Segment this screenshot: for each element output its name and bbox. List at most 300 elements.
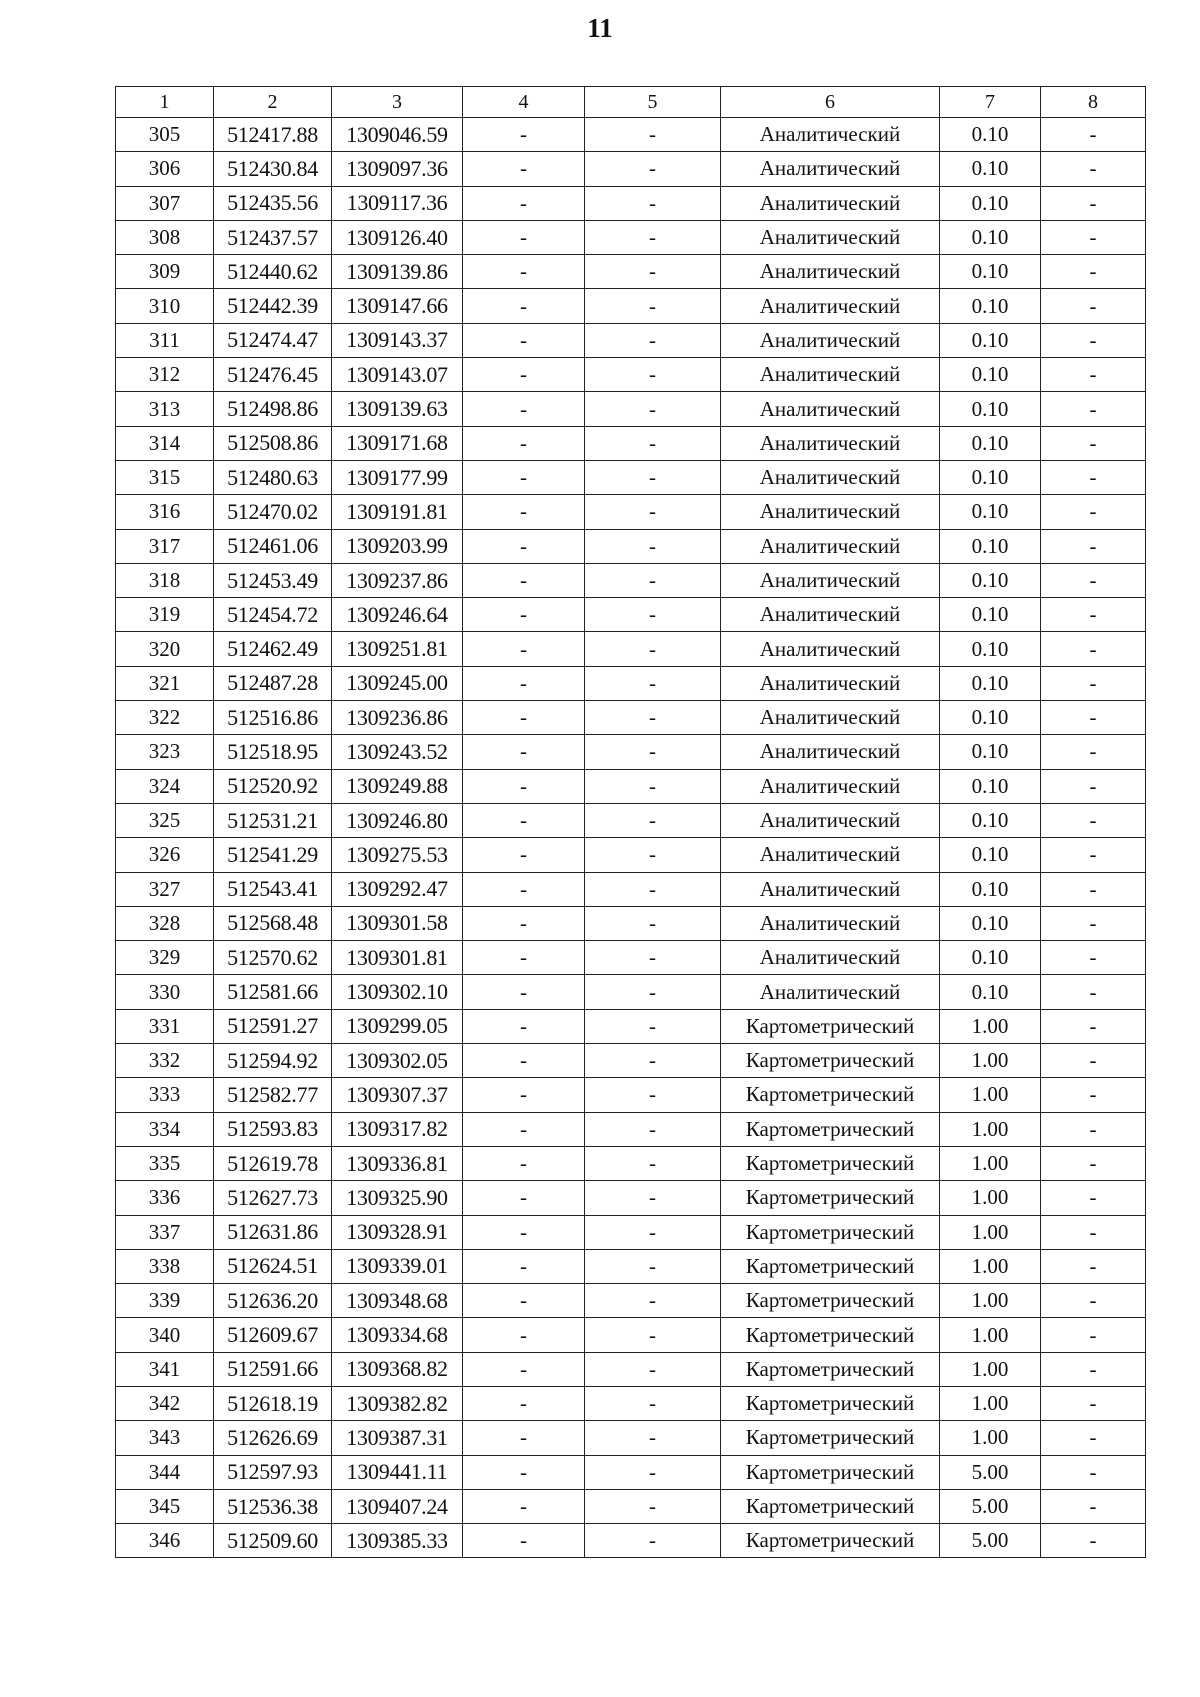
table-cell: 5.00 (940, 1489, 1041, 1523)
table-cell: 337 (116, 1215, 214, 1249)
table-row (116, 941, 1146, 975)
table-cell: - (463, 152, 585, 186)
table-cell: - (585, 1352, 721, 1386)
table-cell: Аналитический (721, 941, 940, 975)
table-cell: 0.10 (940, 975, 1041, 1009)
column-header-4: 4 (463, 87, 585, 118)
table-cell: - (1041, 495, 1146, 529)
table-cell: Аналитический (721, 392, 940, 426)
table-cell: - (1041, 1489, 1146, 1523)
table-cell: - (585, 975, 721, 1009)
table-cell: Аналитический (721, 906, 940, 940)
table-cell: - (585, 1386, 721, 1420)
table-row (116, 1524, 1146, 1558)
coordinates-table (115, 86, 1146, 1558)
table-row (116, 975, 1146, 1009)
table-cell: 512508.86 (214, 426, 332, 460)
table-cell: 1309117.36 (332, 186, 463, 220)
table-cell: - (463, 598, 585, 632)
table-row (116, 289, 1146, 323)
table-cell: 1309382.82 (332, 1386, 463, 1420)
table-cell: 326 (116, 838, 214, 872)
table-cell: 1309441.11 (332, 1455, 463, 1489)
table-cell: - (1041, 872, 1146, 906)
table-cell: 0.10 (940, 941, 1041, 975)
table-cell: Аналитический (721, 666, 940, 700)
table-cell: - (463, 563, 585, 597)
table-cell: 0.10 (940, 220, 1041, 254)
table-cell: 0.10 (940, 735, 1041, 769)
table-cell: 1309302.10 (332, 975, 463, 1009)
table-cell: - (463, 323, 585, 357)
table-cell: 331 (116, 1009, 214, 1043)
table-row (116, 563, 1146, 597)
table-cell: 329 (116, 941, 214, 975)
table-row (116, 255, 1146, 289)
table-cell: Картометрический (721, 1318, 940, 1352)
table-cell: 317 (116, 529, 214, 563)
table-cell: - (463, 460, 585, 494)
table-cell: Аналитический (721, 701, 940, 735)
table-row (116, 1146, 1146, 1180)
table-cell: - (463, 1112, 585, 1146)
table-cell: Аналитический (721, 118, 940, 152)
table-cell: - (585, 118, 721, 152)
table-cell: Аналитический (721, 460, 940, 494)
table-cell: 335 (116, 1146, 214, 1180)
table-cell: 512597.93 (214, 1455, 332, 1489)
table-cell: 320 (116, 632, 214, 666)
table-cell: 1309275.53 (332, 838, 463, 872)
table-cell: - (1041, 1524, 1146, 1558)
table-cell: 1309139.63 (332, 392, 463, 426)
table-cell: - (1041, 392, 1146, 426)
table-cell: 1.00 (940, 1009, 1041, 1043)
table-cell: 512435.56 (214, 186, 332, 220)
table-row (116, 1421, 1146, 1455)
table-cell: - (585, 495, 721, 529)
table-row (116, 1112, 1146, 1146)
table-row (116, 666, 1146, 700)
table-cell: 1309317.82 (332, 1112, 463, 1146)
table-cell: - (1041, 1044, 1146, 1078)
table-cell: 1309097.36 (332, 152, 463, 186)
table-cell: - (1041, 838, 1146, 872)
table-cell: 1.00 (940, 1386, 1041, 1420)
table-cell: 1309245.00 (332, 666, 463, 700)
table-cell: 1309301.58 (332, 906, 463, 940)
table-cell: - (585, 1421, 721, 1455)
table-cell: - (463, 1146, 585, 1180)
table-row (116, 872, 1146, 906)
table-cell: Картометрический (721, 1489, 940, 1523)
table-cell: 512498.86 (214, 392, 332, 426)
table-row (116, 1352, 1146, 1386)
table-cell: 5.00 (940, 1524, 1041, 1558)
table-cell: - (1041, 323, 1146, 357)
table-row (116, 323, 1146, 357)
table-cell: - (585, 220, 721, 254)
table-cell: Аналитический (721, 529, 940, 563)
table-cell: 1309236.86 (332, 701, 463, 735)
table-row (116, 460, 1146, 494)
table-row (116, 1249, 1146, 1283)
table-cell: - (463, 1044, 585, 1078)
table-cell: 318 (116, 563, 214, 597)
table-cell: 512541.29 (214, 838, 332, 872)
table-cell: 1.00 (940, 1146, 1041, 1180)
table-cell: 1309325.90 (332, 1181, 463, 1215)
table-cell: 512570.62 (214, 941, 332, 975)
table-row (116, 392, 1146, 426)
table-cell: 512581.66 (214, 975, 332, 1009)
table-cell: - (1041, 906, 1146, 940)
table-cell: - (1041, 529, 1146, 563)
table-cell: - (1041, 186, 1146, 220)
table-cell: - (463, 632, 585, 666)
table-cell: 333 (116, 1078, 214, 1112)
table-cell: 0.10 (940, 460, 1041, 494)
table-cell: - (463, 1455, 585, 1489)
table-row (116, 220, 1146, 254)
table-cell: 1309246.64 (332, 598, 463, 632)
table-cell: 512509.60 (214, 1524, 332, 1558)
table-cell: - (1041, 803, 1146, 837)
table-cell: Аналитический (721, 186, 940, 220)
table-cell: 0.10 (940, 392, 1041, 426)
table-cell: - (585, 255, 721, 289)
table-cell: 1309203.99 (332, 529, 463, 563)
table-cell: 1309385.33 (332, 1524, 463, 1558)
table-cell: 0.10 (940, 118, 1041, 152)
table-cell: 338 (116, 1249, 214, 1283)
table-cell: - (585, 906, 721, 940)
table-cell: - (463, 735, 585, 769)
table-cell: 0.10 (940, 598, 1041, 632)
table-cell: - (1041, 289, 1146, 323)
table-row (116, 1009, 1146, 1043)
table-cell: - (1041, 563, 1146, 597)
table-cell: - (463, 1386, 585, 1420)
table-cell: - (585, 1112, 721, 1146)
table-cell: 323 (116, 735, 214, 769)
table-cell: 1309171.68 (332, 426, 463, 460)
table-cell: 339 (116, 1284, 214, 1318)
table-cell: - (463, 1421, 585, 1455)
table-cell: - (463, 838, 585, 872)
table-cell: - (585, 1455, 721, 1489)
table-cell: - (1041, 769, 1146, 803)
table-cell: 512536.38 (214, 1489, 332, 1523)
table-cell: - (585, 289, 721, 323)
table-cell: - (1041, 632, 1146, 666)
table-cell: - (1041, 1078, 1146, 1112)
table-cell: Аналитический (721, 289, 940, 323)
table-cell: - (463, 289, 585, 323)
table-cell: Аналитический (721, 975, 940, 1009)
table-cell: - (1041, 220, 1146, 254)
table-row (116, 1489, 1146, 1523)
table-row (116, 1455, 1146, 1489)
table-cell: 0.10 (940, 358, 1041, 392)
table-row (116, 1044, 1146, 1078)
table-cell: 1.00 (940, 1284, 1041, 1318)
table-cell: - (1041, 1318, 1146, 1352)
table-cell: 346 (116, 1524, 214, 1558)
table-cell: 1.00 (940, 1044, 1041, 1078)
table-cell: 1.00 (940, 1112, 1041, 1146)
table-cell: 322 (116, 701, 214, 735)
table-cell: 512462.49 (214, 632, 332, 666)
table-row (116, 1318, 1146, 1352)
table-cell: 311 (116, 323, 214, 357)
table-cell: Аналитический (721, 598, 940, 632)
table-cell: - (585, 358, 721, 392)
table-cell: 512631.86 (214, 1215, 332, 1249)
table-cell: 0.10 (940, 872, 1041, 906)
table-cell: 1309237.86 (332, 563, 463, 597)
table-cell: 512609.67 (214, 1318, 332, 1352)
table-cell: 312 (116, 358, 214, 392)
table-cell: - (1041, 1112, 1146, 1146)
table-cell: - (1041, 426, 1146, 460)
table-cell: 1309328.91 (332, 1215, 463, 1249)
table-cell: 512480.63 (214, 460, 332, 494)
table-cell: 1309336.81 (332, 1146, 463, 1180)
table-cell: 0.10 (940, 186, 1041, 220)
table-cell: Аналитический (721, 735, 940, 769)
table-cell: - (1041, 598, 1146, 632)
table-cell: 0.10 (940, 255, 1041, 289)
table-cell: - (463, 1318, 585, 1352)
table-cell: Картометрический (721, 1386, 940, 1420)
table-cell: 0.10 (940, 769, 1041, 803)
table-cell: - (463, 1489, 585, 1523)
table-cell: Аналитический (721, 563, 940, 597)
table-cell: 1309301.81 (332, 941, 463, 975)
table-cell: 0.10 (940, 906, 1041, 940)
table-cell: 512624.51 (214, 1249, 332, 1283)
table-cell: 314 (116, 426, 214, 460)
table-cell: 1309348.68 (332, 1284, 463, 1318)
table-cell: 1.00 (940, 1215, 1041, 1249)
table-cell: 512543.41 (214, 872, 332, 906)
table-cell: 0.10 (940, 701, 1041, 735)
table-cell: 305 (116, 118, 214, 152)
table-cell: - (585, 1009, 721, 1043)
table-cell: 1.00 (940, 1181, 1041, 1215)
table-cell: Аналитический (721, 838, 940, 872)
column-header-3: 3 (332, 87, 463, 118)
table-cell: 342 (116, 1386, 214, 1420)
column-header-1: 1 (116, 87, 214, 118)
table-cell: Картометрический (721, 1524, 940, 1558)
table-row (116, 118, 1146, 152)
table-cell: 512594.92 (214, 1044, 332, 1078)
table-cell: - (585, 1489, 721, 1523)
table-cell: - (463, 186, 585, 220)
table-cell: - (1041, 255, 1146, 289)
table-cell: - (463, 529, 585, 563)
table-cell: - (463, 392, 585, 426)
table-cell: 0.10 (940, 666, 1041, 700)
table-cell: - (1041, 666, 1146, 700)
table-cell: Картометрический (721, 1146, 940, 1180)
table-cell: 1309249.88 (332, 769, 463, 803)
table-cell: - (585, 1078, 721, 1112)
table-cell: - (585, 460, 721, 494)
table-cell: - (585, 323, 721, 357)
table-cell: 0.10 (940, 495, 1041, 529)
table-cell: 1.00 (940, 1421, 1041, 1455)
table-cell: 1309143.07 (332, 358, 463, 392)
table-cell: 308 (116, 220, 214, 254)
table-cell: - (585, 1524, 721, 1558)
table-cell: - (1041, 358, 1146, 392)
table-cell: - (463, 1078, 585, 1112)
table-cell: - (1041, 152, 1146, 186)
table-cell: 313 (116, 392, 214, 426)
table-cell: 0.10 (940, 426, 1041, 460)
table-row (116, 1181, 1146, 1215)
table-cell: 1309243.52 (332, 735, 463, 769)
table-cell: - (463, 495, 585, 529)
table-row (116, 598, 1146, 632)
table-row (116, 495, 1146, 529)
table-cell: - (463, 1249, 585, 1283)
table-cell: Картометрический (721, 1078, 940, 1112)
table-cell: - (463, 975, 585, 1009)
table-cell: - (1041, 1386, 1146, 1420)
table-cell: 512461.06 (214, 529, 332, 563)
table-cell: - (585, 666, 721, 700)
table-cell: Картометрический (721, 1112, 940, 1146)
table-cell: Аналитический (721, 358, 940, 392)
table-cell: 512453.49 (214, 563, 332, 597)
table-cell: - (585, 152, 721, 186)
table-row (116, 1078, 1146, 1112)
table-cell: 512518.95 (214, 735, 332, 769)
table-cell: - (585, 392, 721, 426)
table-cell: 307 (116, 186, 214, 220)
table-cell: - (1041, 1146, 1146, 1180)
table-body (116, 118, 1146, 1558)
column-header-8: 8 (1041, 87, 1146, 118)
table-cell: 1309307.37 (332, 1078, 463, 1112)
table-cell: 327 (116, 872, 214, 906)
table-cell: - (585, 563, 721, 597)
table-cell: 512440.62 (214, 255, 332, 289)
table-cell: 512591.27 (214, 1009, 332, 1043)
table-cell: 330 (116, 975, 214, 1009)
table-cell: Картометрический (721, 1352, 940, 1386)
table-cell: 0.10 (940, 289, 1041, 323)
table-cell: 306 (116, 152, 214, 186)
table-cell: - (463, 1009, 585, 1043)
table-cell: 310 (116, 289, 214, 323)
table-cell: - (463, 666, 585, 700)
table-cell: - (585, 941, 721, 975)
table-cell: 512593.83 (214, 1112, 332, 1146)
table-cell: 309 (116, 255, 214, 289)
table-cell: 512454.72 (214, 598, 332, 632)
table-cell: 1309387.31 (332, 1421, 463, 1455)
table-cell: 328 (116, 906, 214, 940)
table-cell: - (1041, 1284, 1146, 1318)
table-cell: Аналитический (721, 426, 940, 460)
table-cell: 321 (116, 666, 214, 700)
table-cell: 512636.20 (214, 1284, 332, 1318)
column-header-2: 2 (214, 87, 332, 118)
table-cell: 324 (116, 769, 214, 803)
table-cell: 512516.86 (214, 701, 332, 735)
table-cell: - (585, 426, 721, 460)
table-cell: - (463, 872, 585, 906)
table-cell: - (585, 1249, 721, 1283)
table-cell: - (463, 1215, 585, 1249)
table-cell: - (585, 632, 721, 666)
table-cell: 332 (116, 1044, 214, 1078)
table-cell: - (1041, 941, 1146, 975)
table-cell: - (463, 220, 585, 254)
table-cell: Аналитический (721, 803, 940, 837)
table-cell: 512627.73 (214, 1181, 332, 1215)
table-row (116, 769, 1146, 803)
table-cell: 1309177.99 (332, 460, 463, 494)
table-cell: - (1041, 1215, 1146, 1249)
table-cell: 344 (116, 1455, 214, 1489)
table-cell: 343 (116, 1421, 214, 1455)
table-cell: Картометрический (721, 1249, 940, 1283)
table-header-row (116, 87, 1146, 118)
table-cell: Аналитический (721, 495, 940, 529)
table-cell: 0.10 (940, 323, 1041, 357)
table-cell: - (585, 803, 721, 837)
table-cell: Аналитический (721, 323, 940, 357)
table-cell: 512568.48 (214, 906, 332, 940)
table-cell: - (585, 598, 721, 632)
table-cell: 512618.19 (214, 1386, 332, 1420)
table-row (116, 152, 1146, 186)
table-cell: 1309302.05 (332, 1044, 463, 1078)
table-cell: - (1041, 735, 1146, 769)
table-cell: 512470.02 (214, 495, 332, 529)
table-cell: 1.00 (940, 1318, 1041, 1352)
table-cell: - (1041, 1181, 1146, 1215)
table-row (116, 906, 1146, 940)
table-cell: - (1041, 701, 1146, 735)
table-cell: 0.10 (940, 152, 1041, 186)
table-cell: 1.00 (940, 1249, 1041, 1283)
table-cell: 1309126.40 (332, 220, 463, 254)
table-cell: - (585, 872, 721, 906)
table-row (116, 701, 1146, 735)
table-cell: - (585, 1044, 721, 1078)
table-cell: - (585, 186, 721, 220)
table-cell: 0.10 (940, 529, 1041, 563)
table-cell: - (1041, 1421, 1146, 1455)
table-cell: 512487.28 (214, 666, 332, 700)
table-cell: 1309299.05 (332, 1009, 463, 1043)
table-row (116, 426, 1146, 460)
table-cell: - (463, 255, 585, 289)
table-cell: - (1041, 460, 1146, 494)
table-cell: - (463, 426, 585, 460)
table-cell: - (1041, 975, 1146, 1009)
table-cell: Картометрический (721, 1009, 940, 1043)
table-cell: - (585, 1215, 721, 1249)
column-header-7: 7 (940, 87, 1041, 118)
